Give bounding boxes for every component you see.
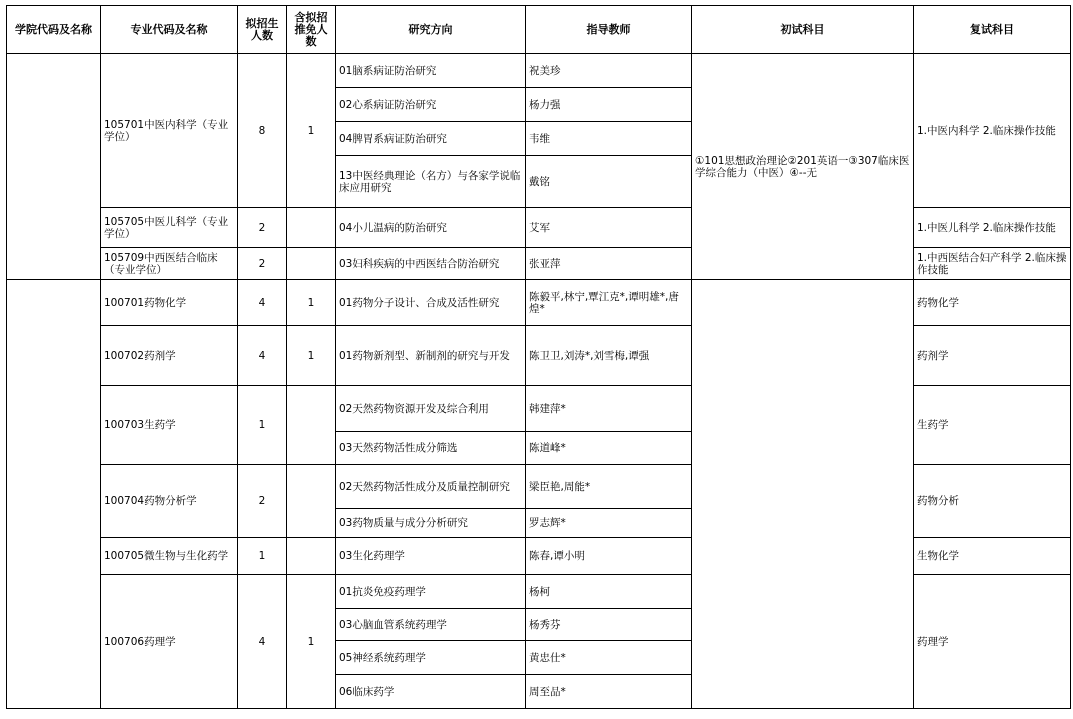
direction-cell: 03心脑血管系统药理学 xyxy=(336,609,526,641)
retest-cell: 药物分析 xyxy=(914,465,1071,538)
advisor-cell: 周至品* xyxy=(526,675,692,709)
advisor-cell: 张亚萍 xyxy=(526,248,692,280)
retest-cell: 生物化学 xyxy=(914,538,1071,575)
header-college: 学院代码及名称 xyxy=(7,6,101,54)
header-quota: 拟招生人数 xyxy=(238,6,287,54)
college-cell-b xyxy=(7,280,101,709)
quota-cell: 8 xyxy=(238,54,287,208)
direction-cell: 06临床药学 xyxy=(336,675,526,709)
header-initial-exam: 初试科目 xyxy=(692,6,914,54)
exempt-cell: 1 xyxy=(287,280,336,326)
table-row xyxy=(7,280,1071,326)
header-exempt: 含拟招推免人数 xyxy=(287,6,336,54)
header-retest: 复试科目 xyxy=(914,6,1071,54)
header-row xyxy=(7,6,1071,54)
exempt-cell xyxy=(287,248,336,280)
advisor-cell: 杨力强 xyxy=(526,88,692,122)
advisor-cell: 黄忠仕* xyxy=(526,641,692,675)
advisor-cell: 陈卫卫,刘涛*,刘雪梅,谭强 xyxy=(526,326,692,386)
advisor-cell: 陈毅平,林宁,覃江克*,谭明雄*,唐煌* xyxy=(526,280,692,326)
quota-cell: 2 xyxy=(238,248,287,280)
quota-cell: 4 xyxy=(238,280,287,326)
table-row xyxy=(7,54,1071,88)
major-cell: 105705中医儿科学（专业学位） xyxy=(101,208,238,248)
quota-cell: 1 xyxy=(238,386,287,465)
exempt-cell xyxy=(287,386,336,465)
quota-cell: 1 xyxy=(238,538,287,575)
header-major: 专业代码及名称 xyxy=(101,6,238,54)
advisor-cell: 韩建萍* xyxy=(526,386,692,432)
direction-cell: 04脾胃系病证防治研究 xyxy=(336,122,526,156)
retest-cell: 生药学 xyxy=(914,386,1071,465)
advisor-cell: 梁臣艳,周能* xyxy=(526,465,692,509)
direction-cell: 01药物新剂型、新制剂的研究与开发 xyxy=(336,326,526,386)
major-cell: 100704药物分析学 xyxy=(101,465,238,538)
retest-cell: 1.中医儿科学 2.临床操作技能 xyxy=(914,208,1071,248)
college-cell-a xyxy=(7,54,101,280)
direction-cell: 02天然药物资源开发及综合利用 xyxy=(336,386,526,432)
direction-cell: 01抗炎免疫药理学 xyxy=(336,575,526,609)
quota-cell: 4 xyxy=(238,575,287,709)
major-cell: 100701药物化学 xyxy=(101,280,238,326)
advisor-cell: 罗志辉* xyxy=(526,509,692,538)
exempt-cell xyxy=(287,208,336,248)
initial-exam-cell: ①101思想政治理论②201英语一③307临床医学综合能力（中医）④--无 xyxy=(692,54,914,280)
header-direction: 研究方向 xyxy=(336,6,526,54)
retest-cell: 药理学 xyxy=(914,575,1071,709)
advisor-cell: 戴铭 xyxy=(526,156,692,208)
direction-cell: 01脑系病证防治研究 xyxy=(336,54,526,88)
initial-exam-cell-b xyxy=(692,280,914,709)
major-cell: 100702药剂学 xyxy=(101,326,238,386)
advisor-cell: 陈道峰* xyxy=(526,432,692,465)
retest-cell: 药物化学 xyxy=(914,280,1071,326)
major-cell: 100706药理学 xyxy=(101,575,238,709)
retest-cell: 药剂学 xyxy=(914,326,1071,386)
direction-cell: 04小儿温病的防治研究 xyxy=(336,208,526,248)
major-cell: 105709中西医结合临床（专业学位） xyxy=(101,248,238,280)
direction-cell: 02心系病证防治研究 xyxy=(336,88,526,122)
major-cell: 100703生药学 xyxy=(101,386,238,465)
advisor-cell: 杨柯 xyxy=(526,575,692,609)
direction-cell: 13中医经典理论（名方）与各家学说临床应用研究 xyxy=(336,156,526,208)
major-cell: 105701中医内科学（专业学位） xyxy=(101,54,238,208)
direction-cell: 05神经系统药理学 xyxy=(336,641,526,675)
retest-cell: 1.中西医结合妇产科学 2.临床操作技能 xyxy=(914,248,1071,280)
exempt-cell: 1 xyxy=(287,575,336,709)
direction-cell: 03妇科疾病的中西医结合防治研究 xyxy=(336,248,526,280)
quota-cell: 4 xyxy=(238,326,287,386)
exempt-cell xyxy=(287,538,336,575)
exempt-cell xyxy=(287,465,336,538)
advisor-cell: 韦维 xyxy=(526,122,692,156)
advisor-cell: 陈春,谭小明 xyxy=(526,538,692,575)
direction-cell: 03天然药物活性成分筛选 xyxy=(336,432,526,465)
direction-cell: 01药物分子设计、合成及活性研究 xyxy=(336,280,526,326)
major-cell: 100705微生物与生化药学 xyxy=(101,538,238,575)
advisor-cell: 杨秀芬 xyxy=(526,609,692,641)
advisor-cell: 艾军 xyxy=(526,208,692,248)
retest-cell: 1.中医内科学 2.临床操作技能 xyxy=(914,54,1071,208)
exempt-cell: 1 xyxy=(287,54,336,208)
advisor-cell: 祝美珍 xyxy=(526,54,692,88)
admissions-table xyxy=(6,5,1071,709)
quota-cell: 2 xyxy=(238,208,287,248)
direction-cell: 02天然药物活性成分及质量控制研究 xyxy=(336,465,526,509)
header-advisor: 指导教师 xyxy=(526,6,692,54)
direction-cell: 03生化药理学 xyxy=(336,538,526,575)
exempt-cell: 1 xyxy=(287,326,336,386)
direction-cell: 03药物质量与成分分析研究 xyxy=(336,509,526,538)
quota-cell: 2 xyxy=(238,465,287,538)
